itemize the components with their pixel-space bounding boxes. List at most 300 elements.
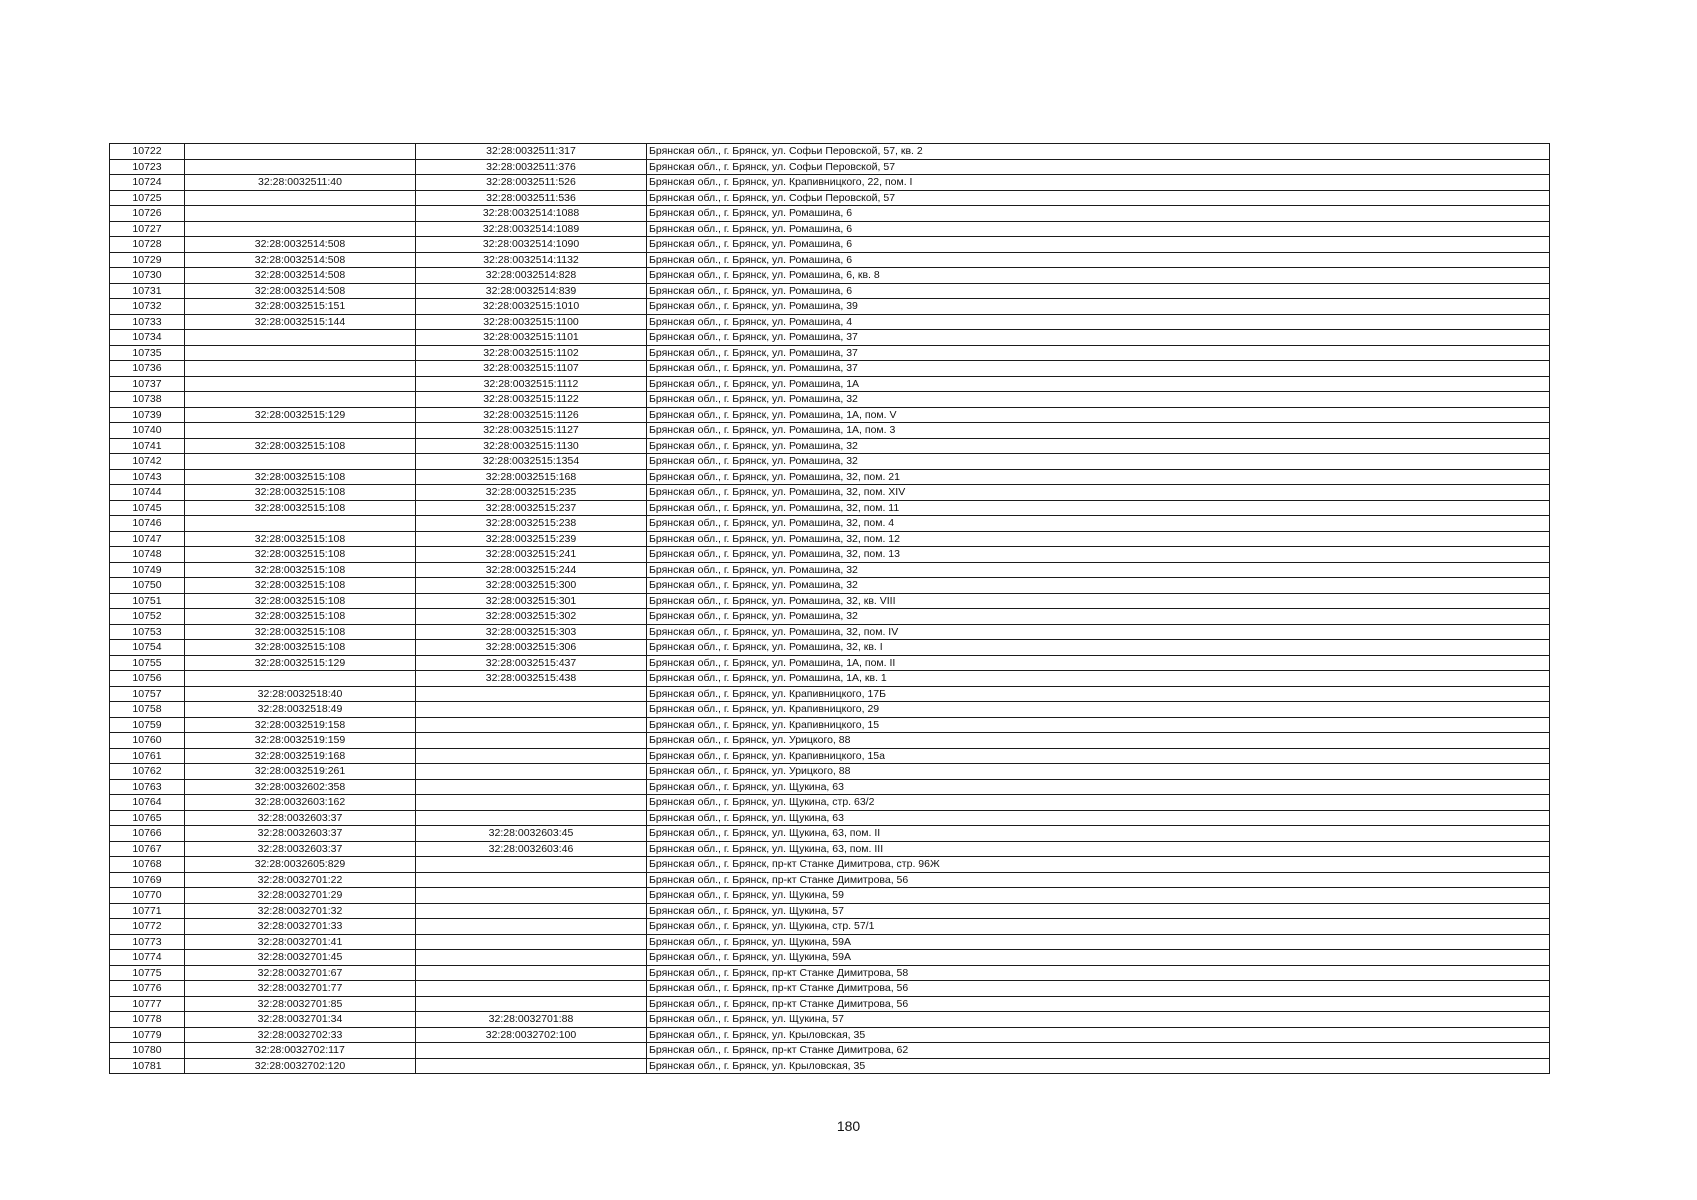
address-cell: Брянская обл., г. Брянск, ул. Ромашина, 32, пом. 11 xyxy=(647,500,1550,516)
row-number-cell: 10732 xyxy=(110,299,185,315)
row-number-cell: 10724 xyxy=(110,175,185,191)
address-cell: Брянская обл., г. Брянск, пр-кт Станке Димитрова, 56 xyxy=(647,981,1550,997)
table-row xyxy=(110,872,1550,888)
table-row xyxy=(110,748,1550,764)
cadastral-number-cell: 32:28:0032515:1122 xyxy=(416,392,647,408)
address-cell: Брянская обл., г. Брянск, ул. Щукина, 57 xyxy=(647,1012,1550,1028)
address-cell: Брянская обл., г. Брянск, ул. Ромашина, 6, кв. 8 xyxy=(647,268,1550,284)
table-row xyxy=(110,996,1550,1012)
cadastral-number-cell xyxy=(416,965,647,981)
parent-cadastral-number-cell: 32:28:0032603:37 xyxy=(185,841,416,857)
address-cell: Брянская обл., г. Брянск, ул. Щукина, 63 xyxy=(647,810,1550,826)
parent-cadastral-number-cell: 32:28:0032515:144 xyxy=(185,314,416,330)
parent-cadastral-number-cell: 32:28:0032514:508 xyxy=(185,237,416,253)
cadastral-number-cell: 32:28:0032515:301 xyxy=(416,593,647,609)
table-row xyxy=(110,516,1550,532)
address-cell: Брянская обл., г. Брянск, ул. Ромашина, 37 xyxy=(647,345,1550,361)
parent-cadastral-number-cell: 32:28:0032701:45 xyxy=(185,950,416,966)
row-number-cell: 10775 xyxy=(110,965,185,981)
parent-cadastral-number-cell: 32:28:0032519:158 xyxy=(185,717,416,733)
cadastral-number-cell: 32:28:0032515:437 xyxy=(416,655,647,671)
table-row xyxy=(110,888,1550,904)
address-cell: Брянская обл., г. Брянск, ул. Крапивницкого, 22, пом. I xyxy=(647,175,1550,191)
address-cell: Брянская обл., г. Брянск, ул. Ромашина, 6 xyxy=(647,206,1550,222)
table-row xyxy=(110,919,1550,935)
parent-cadastral-number-cell xyxy=(185,516,416,532)
address-cell: Брянская обл., г. Брянск, ул. Щукина, 63 xyxy=(647,779,1550,795)
cadastral-number-cell: 32:28:0032515:168 xyxy=(416,469,647,485)
address-cell: Брянская обл., г. Брянск, ул. Софьи Перовской, 57 xyxy=(647,190,1550,206)
cadastral-number-cell: 32:28:0032702:100 xyxy=(416,1027,647,1043)
parent-cadastral-number-cell xyxy=(185,144,416,160)
row-number-cell: 10773 xyxy=(110,934,185,950)
row-number-cell: 10740 xyxy=(110,423,185,439)
address-cell: Брянская обл., г. Брянск, ул. Щукина, стр. 63/2 xyxy=(647,795,1550,811)
row-number-cell: 10778 xyxy=(110,1012,185,1028)
cadastral-number-cell: 32:28:0032515:1354 xyxy=(416,454,647,470)
cadastral-number-cell: 32:28:0032514:1132 xyxy=(416,252,647,268)
row-number-cell: 10754 xyxy=(110,640,185,656)
row-number-cell: 10760 xyxy=(110,733,185,749)
row-number-cell: 10761 xyxy=(110,748,185,764)
table-row xyxy=(110,159,1550,175)
table-row xyxy=(110,609,1550,625)
parent-cadastral-number-cell: 32:28:0032701:34 xyxy=(185,1012,416,1028)
cadastral-number-cell: 32:28:0032515:306 xyxy=(416,640,647,656)
cadastral-number-cell: 32:28:0032515:1010 xyxy=(416,299,647,315)
parent-cadastral-number-cell: 32:28:0032701:29 xyxy=(185,888,416,904)
row-number-cell: 10743 xyxy=(110,469,185,485)
parent-cadastral-number-cell: 32:28:0032511:40 xyxy=(185,175,416,191)
cadastral-number-cell: 32:28:0032701:88 xyxy=(416,1012,647,1028)
cadastral-number-cell: 32:28:0032514:1090 xyxy=(416,237,647,253)
table-body xyxy=(110,144,1550,1074)
parent-cadastral-number-cell xyxy=(185,376,416,392)
address-cell: Брянская обл., г. Брянск, ул. Щукина, 59А xyxy=(647,934,1550,950)
table-row xyxy=(110,175,1550,191)
table-row xyxy=(110,299,1550,315)
table-row xyxy=(110,407,1550,423)
row-number-cell: 10757 xyxy=(110,686,185,702)
address-cell: Брянская обл., г. Брянск, ул. Ромашина, 6 xyxy=(647,221,1550,237)
row-number-cell: 10729 xyxy=(110,252,185,268)
parent-cadastral-number-cell: 32:28:0032515:108 xyxy=(185,547,416,563)
row-number-cell: 10769 xyxy=(110,872,185,888)
row-number-cell: 10749 xyxy=(110,562,185,578)
row-number-cell: 10762 xyxy=(110,764,185,780)
address-cell: Брянская обл., г. Брянск, пр-кт Станке Димитрова, 58 xyxy=(647,965,1550,981)
table-row xyxy=(110,314,1550,330)
address-cell: Брянская обл., г. Брянск, пр-кт Станке Димитрова, стр. 96Ж xyxy=(647,857,1550,873)
row-number-cell: 10736 xyxy=(110,361,185,377)
row-number-cell: 10755 xyxy=(110,655,185,671)
address-cell: Брянская обл., г. Брянск, ул. Софьи Перовской, 57 xyxy=(647,159,1550,175)
address-cell: Брянская обл., г. Брянск, ул. Крыловская, 35 xyxy=(647,1027,1550,1043)
parent-cadastral-number-cell xyxy=(185,671,416,687)
row-number-cell: 10770 xyxy=(110,888,185,904)
cadastral-number-cell: 32:28:0032515:238 xyxy=(416,516,647,532)
table-row xyxy=(110,950,1550,966)
address-cell: Брянская обл., г. Брянск, ул. Крапивницкого, 15а xyxy=(647,748,1550,764)
parent-cadastral-number-cell: 32:28:0032701:77 xyxy=(185,981,416,997)
parent-cadastral-number-cell xyxy=(185,330,416,346)
parent-cadastral-number-cell: 32:28:0032515:108 xyxy=(185,438,416,454)
row-number-cell: 10735 xyxy=(110,345,185,361)
address-cell: Брянская обл., г. Брянск, ул. Крапивницкого, 29 xyxy=(647,702,1550,718)
cadastral-number-cell xyxy=(416,733,647,749)
cadastral-number-cell: 32:28:0032514:1089 xyxy=(416,221,647,237)
table-row xyxy=(110,779,1550,795)
row-number-cell: 10733 xyxy=(110,314,185,330)
table-row xyxy=(110,934,1550,950)
parent-cadastral-number-cell xyxy=(185,423,416,439)
row-number-cell: 10748 xyxy=(110,547,185,563)
address-cell: Брянская обл., г. Брянск, ул. Ромашина, 32 xyxy=(647,562,1550,578)
cadastral-number-cell: 32:28:0032515:237 xyxy=(416,500,647,516)
table-row xyxy=(110,221,1550,237)
table-row xyxy=(110,237,1550,253)
address-cell: Брянская обл., г. Брянск, ул. Ромашина, 32 xyxy=(647,578,1550,594)
parent-cadastral-number-cell: 32:28:0032515:151 xyxy=(185,299,416,315)
address-cell: Брянская обл., г. Брянск, ул. Ромашина, 32 xyxy=(647,438,1550,454)
row-number-cell: 10734 xyxy=(110,330,185,346)
address-cell: Брянская обл., г. Брянск, ул. Ромашина, 32, пом. IV xyxy=(647,624,1550,640)
cadastral-number-cell xyxy=(416,795,647,811)
cadastral-number-cell xyxy=(416,996,647,1012)
row-number-cell: 10771 xyxy=(110,903,185,919)
table-row xyxy=(110,1043,1550,1059)
row-number-cell: 10725 xyxy=(110,190,185,206)
cadastral-number-cell xyxy=(416,1058,647,1074)
table-row xyxy=(110,640,1550,656)
parent-cadastral-number-cell: 32:28:0032519:168 xyxy=(185,748,416,764)
address-cell: Брянская обл., г. Брянск, ул. Ромашина, 32, кв. VIII xyxy=(647,593,1550,609)
row-number-cell: 10768 xyxy=(110,857,185,873)
parent-cadastral-number-cell xyxy=(185,454,416,470)
table-row xyxy=(110,268,1550,284)
row-number-cell: 10723 xyxy=(110,159,185,175)
address-cell: Брянская обл., г. Брянск, ул. Щукина, 63, пом. II xyxy=(647,826,1550,842)
address-cell: Брянская обл., г. Брянск, ул. Ромашина, 1А, пом. II xyxy=(647,655,1550,671)
cadastral-number-cell: 32:28:0032515:235 xyxy=(416,485,647,501)
parent-cadastral-number-cell: 32:28:0032701:32 xyxy=(185,903,416,919)
table-row xyxy=(110,190,1550,206)
table-row xyxy=(110,252,1550,268)
row-number-cell: 10746 xyxy=(110,516,185,532)
table-row xyxy=(110,795,1550,811)
cadastral-number-cell xyxy=(416,1043,647,1059)
cadastral-number-cell xyxy=(416,981,647,997)
table-row xyxy=(110,531,1550,547)
row-number-cell: 10781 xyxy=(110,1058,185,1074)
row-number-cell: 10764 xyxy=(110,795,185,811)
row-number-cell: 10722 xyxy=(110,144,185,160)
table-row xyxy=(110,144,1550,160)
address-cell: Брянская обл., г. Брянск, ул. Щукина, 63, пом. III xyxy=(647,841,1550,857)
table-row xyxy=(110,624,1550,640)
table-row xyxy=(110,392,1550,408)
table-row xyxy=(110,1012,1550,1028)
row-number-cell: 10752 xyxy=(110,609,185,625)
address-cell: Брянская обл., г. Брянск, ул. Софьи Перовской, 57, кв. 2 xyxy=(647,144,1550,160)
parent-cadastral-number-cell: 32:28:0032702:33 xyxy=(185,1027,416,1043)
cadastral-number-cell xyxy=(416,857,647,873)
row-number-cell: 10730 xyxy=(110,268,185,284)
table-row xyxy=(110,1058,1550,1074)
parent-cadastral-number-cell: 32:28:0032702:117 xyxy=(185,1043,416,1059)
parent-cadastral-number-cell: 32:28:0032603:37 xyxy=(185,810,416,826)
row-number-cell: 10739 xyxy=(110,407,185,423)
parent-cadastral-number-cell xyxy=(185,361,416,377)
address-cell: Брянская обл., г. Брянск, ул. Ромашина, 37 xyxy=(647,361,1550,377)
row-number-cell: 10738 xyxy=(110,392,185,408)
row-number-cell: 10741 xyxy=(110,438,185,454)
cadastral-number-cell: 32:28:0032511:526 xyxy=(416,175,647,191)
parent-cadastral-number-cell xyxy=(185,190,416,206)
cadastral-number-cell xyxy=(416,872,647,888)
address-cell: Брянская обл., г. Брянск, ул. Ромашина, 32, пом. 13 xyxy=(647,547,1550,563)
table-row xyxy=(110,733,1550,749)
table-row xyxy=(110,547,1550,563)
cadastral-number-cell: 32:28:0032515:438 xyxy=(416,671,647,687)
address-cell: Брянская обл., г. Брянск, ул. Ромашина, 6 xyxy=(647,252,1550,268)
table-row xyxy=(110,361,1550,377)
cadastral-number-cell: 32:28:0032511:317 xyxy=(416,144,647,160)
parent-cadastral-number-cell xyxy=(185,159,416,175)
cadastral-table xyxy=(109,143,1550,1074)
parent-cadastral-number-cell: 32:28:0032515:129 xyxy=(185,655,416,671)
parent-cadastral-number-cell xyxy=(185,345,416,361)
address-cell: Брянская обл., г. Брянск, ул. Щукина, 59 xyxy=(647,888,1550,904)
parent-cadastral-number-cell: 32:28:0032701:67 xyxy=(185,965,416,981)
address-cell: Брянская обл., г. Брянск, пр-кт Станке Димитрова, 56 xyxy=(647,996,1550,1012)
address-cell: Брянская обл., г. Брянск, ул. Ромашина, 1А, пом. 3 xyxy=(647,423,1550,439)
parent-cadastral-number-cell: 32:28:0032515:108 xyxy=(185,531,416,547)
table-row xyxy=(110,578,1550,594)
parent-cadastral-number-cell: 32:28:0032515:108 xyxy=(185,485,416,501)
cadastral-number-cell: 32:28:0032515:302 xyxy=(416,609,647,625)
cadastral-number-cell: 32:28:0032515:1126 xyxy=(416,407,647,423)
row-number-cell: 10753 xyxy=(110,624,185,640)
table-row xyxy=(110,764,1550,780)
cadastral-number-cell xyxy=(416,702,647,718)
parent-cadastral-number-cell: 32:28:0032701:22 xyxy=(185,872,416,888)
row-number-cell: 10759 xyxy=(110,717,185,733)
parent-cadastral-number-cell: 32:28:0032515:108 xyxy=(185,640,416,656)
parent-cadastral-number-cell: 32:28:0032605:829 xyxy=(185,857,416,873)
cadastral-number-cell: 32:28:0032511:376 xyxy=(416,159,647,175)
table-row xyxy=(110,206,1550,222)
cadastral-number-cell: 32:28:0032515:1100 xyxy=(416,314,647,330)
address-cell: Брянская обл., г. Брянск, ул. Ромашина, 4 xyxy=(647,314,1550,330)
cadastral-number-cell: 32:28:0032515:303 xyxy=(416,624,647,640)
address-cell: Брянская обл., г. Брянск, ул. Ромашина, 32 xyxy=(647,392,1550,408)
row-number-cell: 10756 xyxy=(110,671,185,687)
table-row xyxy=(110,469,1550,485)
row-number-cell: 10745 xyxy=(110,500,185,516)
table-row xyxy=(110,841,1550,857)
table-row xyxy=(110,810,1550,826)
row-number-cell: 10728 xyxy=(110,237,185,253)
address-cell: Брянская обл., г. Брянск, ул. Ромашина, 1А, кв. 1 xyxy=(647,671,1550,687)
table-row xyxy=(110,376,1550,392)
address-cell: Брянская обл., г. Брянск, ул. Ромашина, 37 xyxy=(647,330,1550,346)
cadastral-number-cell: 32:28:0032515:244 xyxy=(416,562,647,578)
address-cell: Брянская обл., г. Брянск, ул. Ромашина, 1А xyxy=(647,376,1550,392)
row-number-cell: 10750 xyxy=(110,578,185,594)
parent-cadastral-number-cell: 32:28:0032701:85 xyxy=(185,996,416,1012)
address-cell: Брянская обл., г. Брянск, ул. Щукина, 59А xyxy=(647,950,1550,966)
table-row xyxy=(110,423,1550,439)
parent-cadastral-number-cell: 32:28:0032603:162 xyxy=(185,795,416,811)
address-cell: Брянская обл., г. Брянск, ул. Ромашина, 6 xyxy=(647,237,1550,253)
cadastral-number-cell: 32:28:0032603:45 xyxy=(416,826,647,842)
cadastral-number-cell xyxy=(416,810,647,826)
address-cell: Брянская обл., г. Брянск, ул. Урицкого, 88 xyxy=(647,733,1550,749)
parent-cadastral-number-cell xyxy=(185,392,416,408)
parent-cadastral-number-cell: 32:28:0032514:508 xyxy=(185,283,416,299)
cadastral-number-cell xyxy=(416,919,647,935)
address-cell: Брянская обл., г. Брянск, ул. Ромашина, 39 xyxy=(647,299,1550,315)
cadastral-number-cell xyxy=(416,934,647,950)
table-row xyxy=(110,345,1550,361)
parent-cadastral-number-cell: 32:28:0032602:358 xyxy=(185,779,416,795)
address-cell: Брянская обл., г. Брянск, ул. Урицкого, 88 xyxy=(647,764,1550,780)
cadastral-number-cell: 32:28:0032515:1101 xyxy=(416,330,647,346)
cadastral-number-cell: 32:28:0032515:1130 xyxy=(416,438,647,454)
parent-cadastral-number-cell: 32:28:0032515:108 xyxy=(185,578,416,594)
cadastral-number-cell xyxy=(416,779,647,795)
address-cell: Брянская обл., г. Брянск, ул. Щукина, стр. 57/1 xyxy=(647,919,1550,935)
cadastral-number-cell xyxy=(416,764,647,780)
table-row xyxy=(110,671,1550,687)
row-number-cell: 10777 xyxy=(110,996,185,1012)
cadastral-number-cell xyxy=(416,717,647,733)
address-cell: Брянская обл., г. Брянск, ул. Ромашина, 32 xyxy=(647,454,1550,470)
address-cell: Брянская обл., г. Брянск, ул. Ромашина, 32, пом. XIV xyxy=(647,485,1550,501)
parent-cadastral-number-cell xyxy=(185,221,416,237)
row-number-cell: 10737 xyxy=(110,376,185,392)
address-cell: Брянская обл., г. Брянск, ул. Ромашина, 32, пом. 12 xyxy=(647,531,1550,547)
row-number-cell: 10742 xyxy=(110,454,185,470)
address-cell: Брянская обл., г. Брянск, ул. Ромашина, 32, пом. 4 xyxy=(647,516,1550,532)
row-number-cell: 10727 xyxy=(110,221,185,237)
row-number-cell: 10758 xyxy=(110,702,185,718)
parent-cadastral-number-cell: 32:28:0032515:108 xyxy=(185,593,416,609)
parent-cadastral-number-cell xyxy=(185,206,416,222)
cadastral-number-cell xyxy=(416,888,647,904)
address-cell: Брянская обл., г. Брянск, ул. Крыловская, 35 xyxy=(647,1058,1550,1074)
table-row xyxy=(110,702,1550,718)
row-number-cell: 10776 xyxy=(110,981,185,997)
parent-cadastral-number-cell: 32:28:0032515:108 xyxy=(185,624,416,640)
parent-cadastral-number-cell: 32:28:0032514:508 xyxy=(185,268,416,284)
address-cell: Брянская обл., г. Брянск, ул. Ромашина, 32 xyxy=(647,609,1550,625)
address-cell: Брянская обл., г. Брянск, ул. Ромашина, 32, кв. I xyxy=(647,640,1550,656)
row-number-cell: 10772 xyxy=(110,919,185,935)
row-number-cell: 10765 xyxy=(110,810,185,826)
parent-cadastral-number-cell: 32:28:0032518:49 xyxy=(185,702,416,718)
address-cell: Брянская обл., г. Брянск, ул. Щукина, 57 xyxy=(647,903,1550,919)
row-number-cell: 10779 xyxy=(110,1027,185,1043)
row-number-cell: 10766 xyxy=(110,826,185,842)
row-number-cell: 10747 xyxy=(110,531,185,547)
parent-cadastral-number-cell: 32:28:0032519:261 xyxy=(185,764,416,780)
parent-cadastral-number-cell: 32:28:0032518:40 xyxy=(185,686,416,702)
table-row xyxy=(110,330,1550,346)
table-row xyxy=(110,981,1550,997)
table-row xyxy=(110,438,1550,454)
address-cell: Брянская обл., г. Брянск, ул. Ромашина, 32, пом. 21 xyxy=(647,469,1550,485)
cadastral-number-cell xyxy=(416,950,647,966)
cadastral-number-cell xyxy=(416,686,647,702)
cadastral-number-cell: 32:28:0032511:536 xyxy=(416,190,647,206)
row-number-cell: 10726 xyxy=(110,206,185,222)
parent-cadastral-number-cell: 32:28:0032519:159 xyxy=(185,733,416,749)
row-number-cell: 10767 xyxy=(110,841,185,857)
table-row xyxy=(110,686,1550,702)
table-row xyxy=(110,717,1550,733)
row-number-cell: 10751 xyxy=(110,593,185,609)
cadastral-number-cell: 32:28:0032514:828 xyxy=(416,268,647,284)
row-number-cell: 10744 xyxy=(110,485,185,501)
cadastral-number-cell: 32:28:0032515:300 xyxy=(416,578,647,594)
address-cell: Брянская обл., г. Брянск, ул. Крапивницкого, 15 xyxy=(647,717,1550,733)
parent-cadastral-number-cell: 32:28:0032515:129 xyxy=(185,407,416,423)
table-row xyxy=(110,903,1550,919)
address-cell: Брянская обл., г. Брянск, ул. Крапивницкого, 17Б xyxy=(647,686,1550,702)
page-number: 180 xyxy=(836,1118,861,1134)
table-row xyxy=(110,485,1550,501)
parent-cadastral-number-cell: 32:28:0032515:108 xyxy=(185,469,416,485)
table-row xyxy=(110,593,1550,609)
cadastral-number-cell: 32:28:0032514:839 xyxy=(416,283,647,299)
parent-cadastral-number-cell: 32:28:0032701:41 xyxy=(185,934,416,950)
parent-cadastral-number-cell: 32:28:0032603:37 xyxy=(185,826,416,842)
cadastral-number-cell xyxy=(416,748,647,764)
table-row xyxy=(110,1027,1550,1043)
cadastral-number-cell: 32:28:0032515:241 xyxy=(416,547,647,563)
cadastral-number-cell xyxy=(416,903,647,919)
table-row xyxy=(110,965,1550,981)
cadastral-number-cell: 32:28:0032514:1088 xyxy=(416,206,647,222)
cadastral-number-cell: 32:28:0032515:1127 xyxy=(416,423,647,439)
cadastral-number-cell: 32:28:0032515:1107 xyxy=(416,361,647,377)
table-row xyxy=(110,283,1550,299)
table-row xyxy=(110,857,1550,873)
row-number-cell: 10731 xyxy=(110,283,185,299)
cadastral-number-cell: 32:28:0032515:1102 xyxy=(416,345,647,361)
parent-cadastral-number-cell: 32:28:0032515:108 xyxy=(185,609,416,625)
parent-cadastral-number-cell: 32:28:0032515:108 xyxy=(185,500,416,516)
address-cell: Брянская обл., г. Брянск, пр-кт Станке Димитрова, 62 xyxy=(647,1043,1550,1059)
row-number-cell: 10763 xyxy=(110,779,185,795)
parent-cadastral-number-cell: 32:28:0032701:33 xyxy=(185,919,416,935)
table-row xyxy=(110,562,1550,578)
table-row xyxy=(110,826,1550,842)
cadastral-number-cell: 32:28:0032515:1112 xyxy=(416,376,647,392)
parent-cadastral-number-cell: 32:28:0032514:508 xyxy=(185,252,416,268)
table-row xyxy=(110,655,1550,671)
cadastral-number-cell: 32:28:0032603:46 xyxy=(416,841,647,857)
address-cell: Брянская обл., г. Брянск, ул. Ромашина, 6 xyxy=(647,283,1550,299)
cadastral-number-cell: 32:28:0032515:239 xyxy=(416,531,647,547)
table-row xyxy=(110,454,1550,470)
parent-cadastral-number-cell: 32:28:0032702:120 xyxy=(185,1058,416,1074)
address-cell: Брянская обл., г. Брянск, ул. Ромашина, 1А, пом. V xyxy=(647,407,1550,423)
address-cell: Брянская обл., г. Брянск, пр-кт Станке Димитрова, 56 xyxy=(647,872,1550,888)
table-row xyxy=(110,500,1550,516)
